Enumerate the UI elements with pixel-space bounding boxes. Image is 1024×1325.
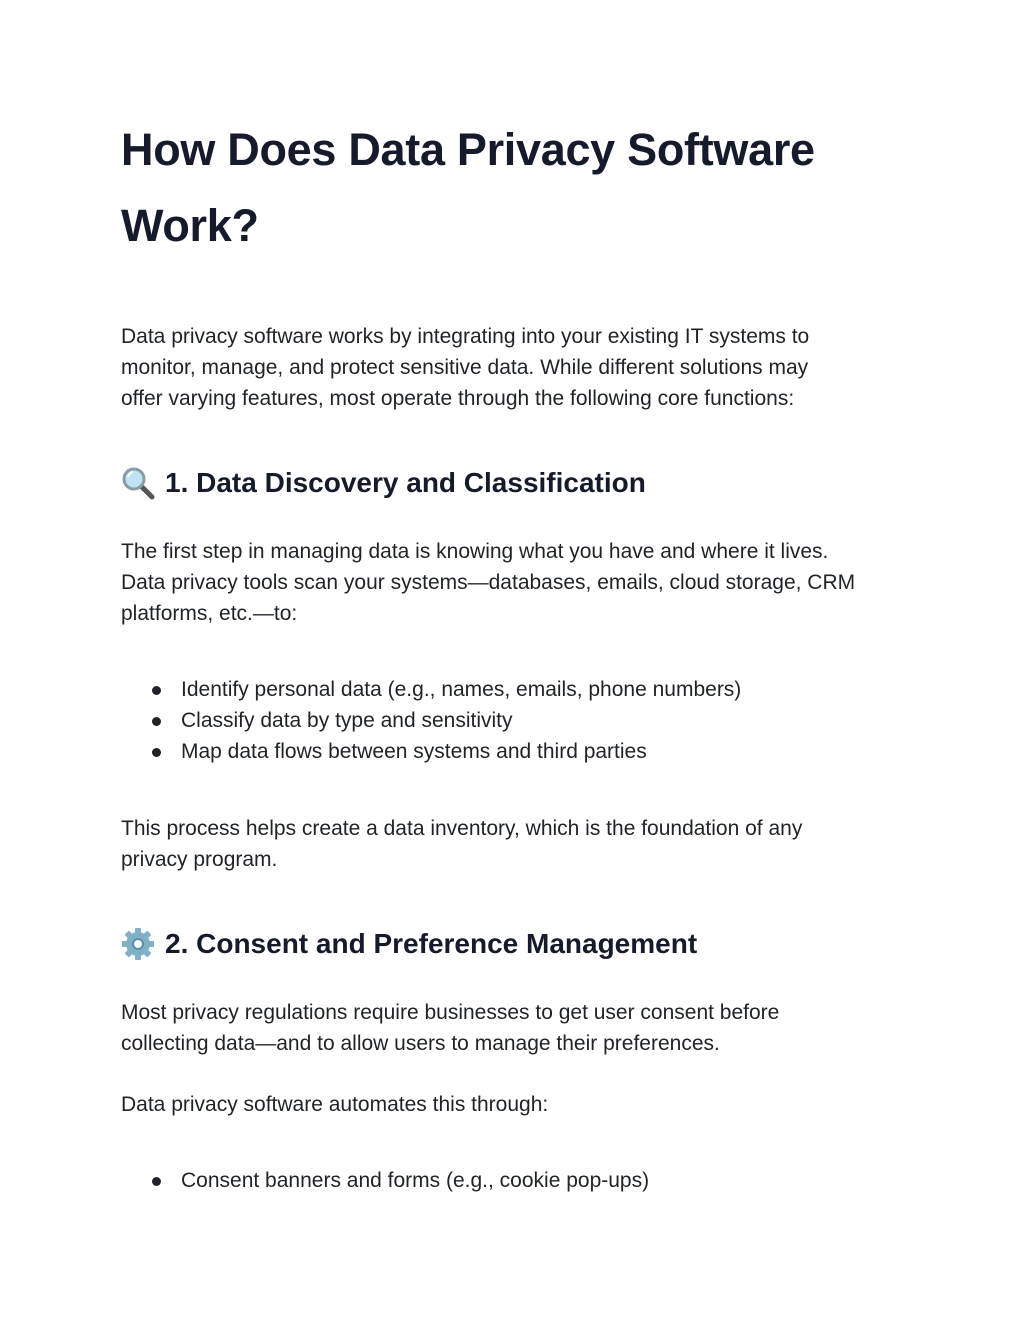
text-line: platforms, etc.—to: — [121, 602, 298, 625]
text-line: This process helps create a data inventory, which is the foundation of any — [121, 817, 803, 840]
title-line: How Does Data Privacy Software — [121, 124, 815, 175]
intro-paragraph — [121, 321, 809, 414]
section2-heading — [121, 924, 697, 964]
text-line: Data privacy software works by integrating into your existing IT systems to — [121, 325, 810, 348]
list-item: Classify data by type and sensitivity — [121, 705, 741, 736]
section2-paragraph2 — [121, 1089, 548, 1120]
list-item: Consent banners and forms (e.g., cookie pop-ups) — [121, 1165, 649, 1196]
text-line: collecting data—and to allow users to manage their preferences. — [121, 1032, 720, 1055]
heading-text: 1. Data Discovery and Classification — [165, 467, 646, 498]
title-line: Work? — [121, 200, 259, 251]
text-line: Most privacy regulations require businesses to get user consent before — [121, 1001, 780, 1024]
section1-paragraph — [121, 536, 855, 629]
page-title — [121, 112, 815, 264]
section2-bullet-list — [121, 1165, 649, 1196]
magnifying-glass-icon — [121, 466, 155, 500]
text-line: privacy program. — [121, 848, 278, 871]
gear-icon — [121, 927, 155, 961]
list-item: Identify personal data (e.g., names, emails, phone numbers) — [121, 674, 741, 705]
text-line: monitor, manage, and protect sensitive data. While different solutions may — [121, 356, 809, 379]
section2-paragraph — [121, 997, 779, 1059]
list-item: Map data flows between systems and third parties — [121, 736, 741, 767]
heading-text: 2. Consent and Preference Management — [165, 928, 698, 959]
text-line: Data privacy tools scan your systems—databases, emails, cloud storage, CRM — [121, 571, 856, 594]
text-line: offer varying features, most operate through the following core functions: — [121, 387, 795, 410]
section1-bullet-list — [121, 674, 741, 767]
text-line: Data privacy software automates this through: — [121, 1093, 549, 1116]
text-line: The first step in managing data is knowing what you have and where it lives. — [121, 540, 829, 563]
section1-closing — [121, 813, 802, 875]
section1-heading — [121, 463, 646, 503]
